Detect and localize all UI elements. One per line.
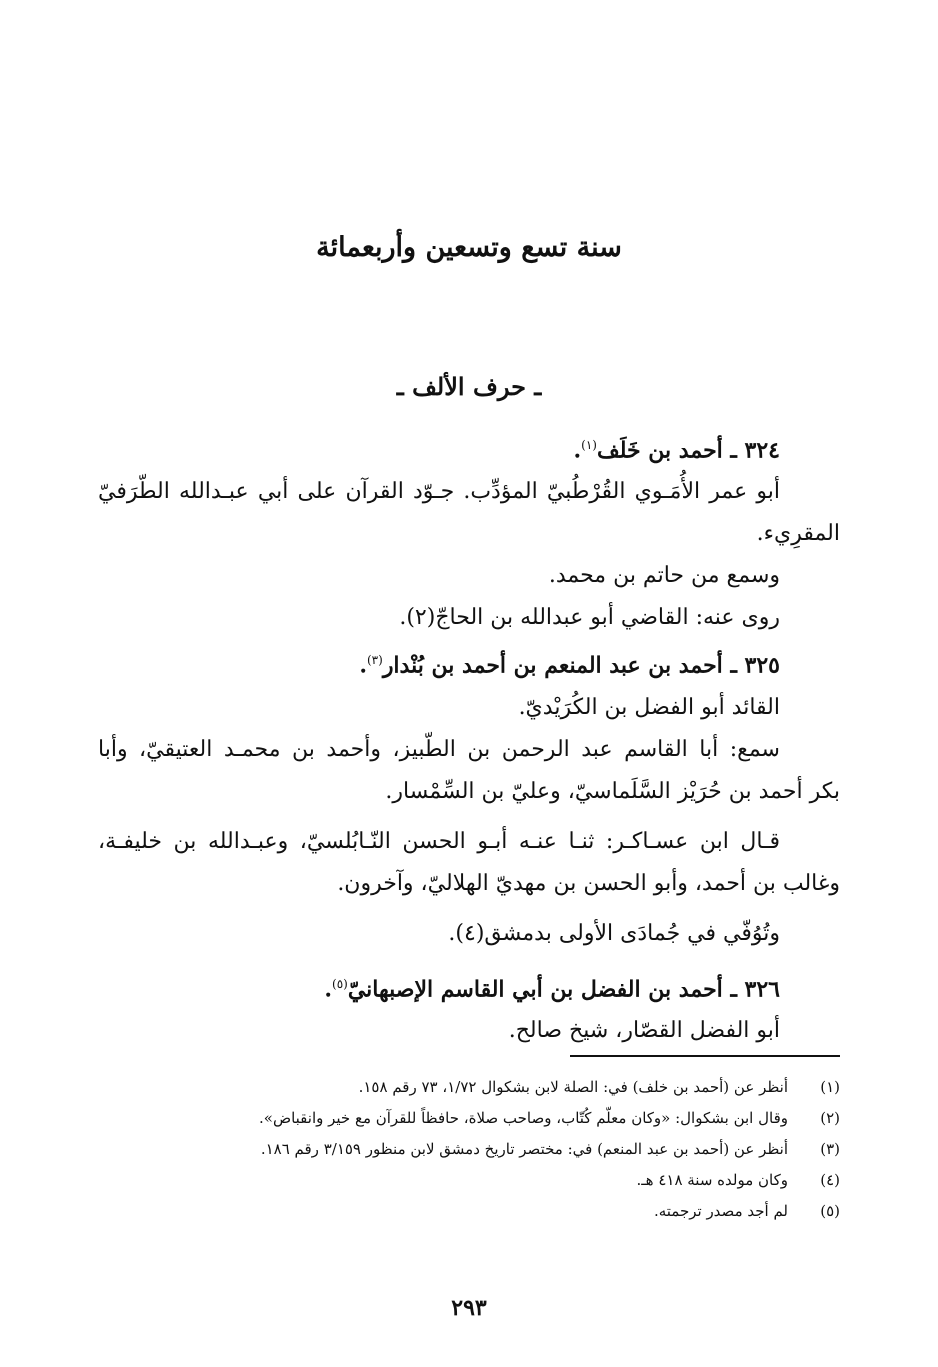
footnote-number: (١) [820, 1078, 840, 1096]
footnote-item [98, 1196, 840, 1227]
footnote-text: وكان مولده سنة ٤١٨ هـ. [636, 1171, 788, 1189]
footnote-text: أنظر عن (أحمد بن خلف) في: الصلة لابن بشكوال ١/٧٢، ٧٣ رقم ١٥٨. [358, 1078, 788, 1096]
footnote-ref: (٣) [366, 653, 383, 668]
entry-line: وسمع من حاتم بن محمد. [548, 563, 780, 589]
footnote-number: (٥) [820, 1202, 840, 1220]
entry-line: أبو عمر الأُمَـوي القُرْطُبيّ المؤدِّب. جـوّد القرآن على أبي عبـدالله الطّرَفيّ [98, 479, 780, 505]
entry-heading-324 [98, 424, 840, 471]
footnote-number: (٣) [820, 1140, 840, 1158]
footnote-item [98, 1103, 840, 1134]
footnote-number: (٤) [820, 1171, 840, 1189]
footnote-text: لم أجد مصدر ترجمته. [653, 1202, 788, 1220]
footnote-divider [570, 1055, 840, 1057]
footnote-item [98, 1165, 840, 1196]
entries-body [98, 424, 840, 1052]
page-number: ٢٩٣ [451, 1295, 487, 1321]
year-title: سنة تسع وتسعين وأربعمائة [316, 232, 622, 263]
entry-heading-end: . [324, 975, 333, 1002]
footnote-item [98, 1072, 840, 1103]
footnote-ref: (٥) [332, 976, 348, 991]
entry-heading-325 [98, 639, 840, 686]
entry-line: وتُوُفّي في جُمادَى الأولى بدمشق(٤). [448, 920, 780, 946]
footnote-ref: (١) [581, 438, 597, 452]
entry-heading-text: ٣٢٦ ـ أحمد بن الفضل بن أبي القاسم الإصبهانيّ [347, 975, 780, 1002]
entry-line: أبو الفضل القصّار، شيخ صالح. [508, 1017, 780, 1043]
footnote-item [98, 1134, 840, 1165]
entry-line: المقرِيء. [756, 521, 840, 547]
footnotes [98, 1072, 840, 1227]
entry-line: سمع: أبا القاسم عبد الرحمن بن الطّبيز، وأحمد بن محمـد العتيقيّ، وأبا [98, 736, 780, 762]
entry-line: بكر أحمد بن حُرَيْز السَّلَماسيّ، وعليّ بن السِّمْسار. [385, 778, 840, 804]
entry-heading-end: . [573, 437, 582, 464]
entry-line: قـال ابن عسـاكـر: ثنـا عنـه أبـو الحسن النّـابُلسيّ، وعبـدالله بن خليفـة، [98, 828, 780, 854]
entry-heading-text: ٣٢٤ ـ أحمد بن خَلَف [596, 437, 780, 464]
entry-line: القائد أبو الفضل بن الكُرَيْديّ. [518, 694, 780, 720]
footnote-text: وقال ابن بشكوال: «وكان معلّم كُتّاب، وصاحب صلاة، حافظاً للقرآن مع خير وانقباض». [259, 1109, 788, 1127]
section-title: ـ حرف الألف ـ [396, 372, 542, 401]
entry-line: وغالب بن أحمد، وأبو الحسن بن مهديّ الهلاليّ، وآخرون. [337, 870, 840, 896]
entry-heading-326 [98, 963, 840, 1010]
entry-heading-text: ٣٢٥ ـ أحمد بن عبد المنعم بن أحمد بن بُنْدار [382, 652, 780, 679]
entry-heading-end: . [359, 652, 367, 679]
footnote-number: (٢) [820, 1109, 840, 1127]
entry-line: روى عنه: القاضي أبو عبدالله بن الحاجّ(٢). [399, 605, 780, 631]
footnote-text: أنظر عن (أحمد بن عبد المنعم) في: مختصر تاريخ دمشق لابن منظور ٣/١٥٩ رقم ١٨٦. [260, 1140, 788, 1158]
